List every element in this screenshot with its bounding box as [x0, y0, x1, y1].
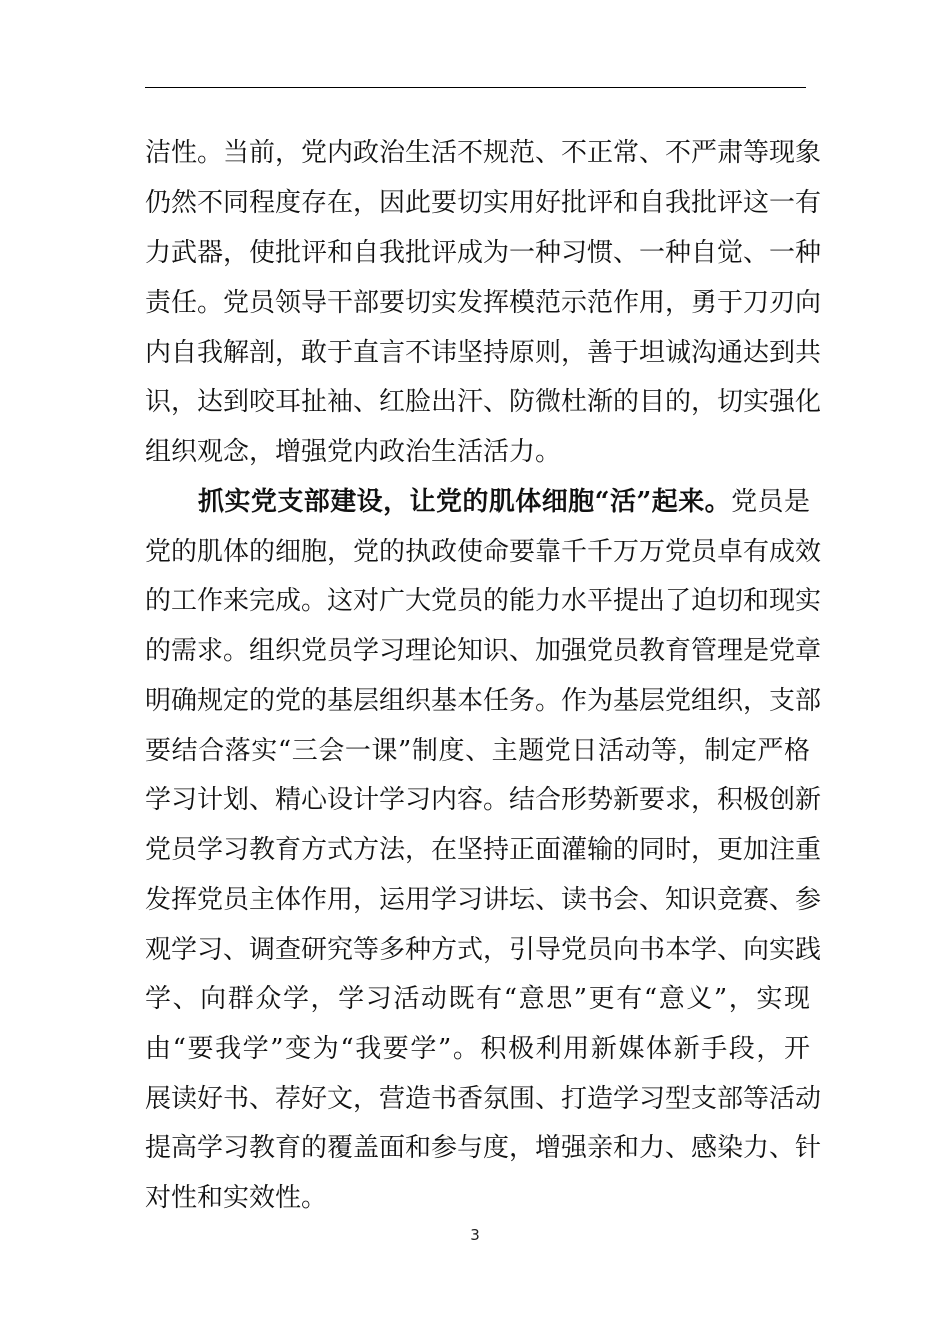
text-line: 力武器，使批评和自我批评成为一种习惯、一种自觉、一种 — [145, 238, 822, 268]
text-line: 要结合落实“三会一课”制度、主题党日活动等，制定严格 — [145, 736, 810, 766]
text-line: 由“要我学”变为“我要学”。积极利用新媒体新手段，开 — [145, 1034, 810, 1064]
text-line: 发挥党员主体作用，运用学习讲坛、读书会、知识竞赛、参 — [145, 885, 822, 915]
text-line: 学习计划、精心设计学习内容。结合形势新要求，积极创新 — [145, 785, 822, 815]
text-line: 洁性。当前，党内政治生活不规范、不正常、不严肃等现象 — [145, 138, 822, 168]
text-line: 党的肌体的细胞，党的执政使命要靠千千万万党员卓有成效 — [145, 537, 822, 567]
text-line: 责任。党员领导干部要切实发挥模范示范作用，勇于刀刃向 — [145, 288, 822, 318]
text-line: 识，达到咬耳扯袖、红脸出汗、防微杜渐的目的，切实强化 — [145, 387, 822, 417]
text-line: 明确规定的党的基层组织基本任务。作为基层党组织，支部 — [145, 686, 822, 716]
paragraph-first-line — [198, 482, 810, 522]
text-line: 组织观念，增强党内政治生活活力。 — [145, 437, 562, 467]
text-line: 内自我解剖，敢于直言不讳坚持原则，善于坦诚沟通达到共 — [145, 338, 822, 368]
text-line: 的需求。组织党员学习理论知识、加强党员教育管理是党章 — [145, 636, 822, 666]
text-line: 学、向群众学，学习活动既有“意思”更有“意义”，实现 — [145, 984, 810, 1014]
text-line: 观学习、调查研究等多种方式，引导党员向书本学、向实践 — [145, 935, 822, 965]
text-line: 的工作来完成。这对广大党员的能力水平提出了迫切和现实 — [145, 586, 822, 616]
text-line: 仍然不同程度存在，因此要切实用好批评和自我批评这一有 — [145, 188, 822, 218]
heading-continuation: 党员是 — [731, 487, 810, 517]
page-number: 3 — [470, 1226, 480, 1244]
text-line: 展读好书、荐好文，营造书香氛围、打造学习型支部等活动 — [145, 1084, 822, 1114]
text-line: 党员学习教育方式方法，在坚持正面灌输的同时，更加注重 — [145, 835, 822, 865]
section-heading: 抓实党支部建设，让党的肌体细胞“活”起来。 — [198, 487, 732, 517]
header-rule — [145, 87, 806, 88]
text-line: 提高学习教育的覆盖面和参与度，增强亲和力、感染力、针 — [145, 1133, 822, 1163]
text-line: 对性和实效性。 — [145, 1183, 328, 1213]
